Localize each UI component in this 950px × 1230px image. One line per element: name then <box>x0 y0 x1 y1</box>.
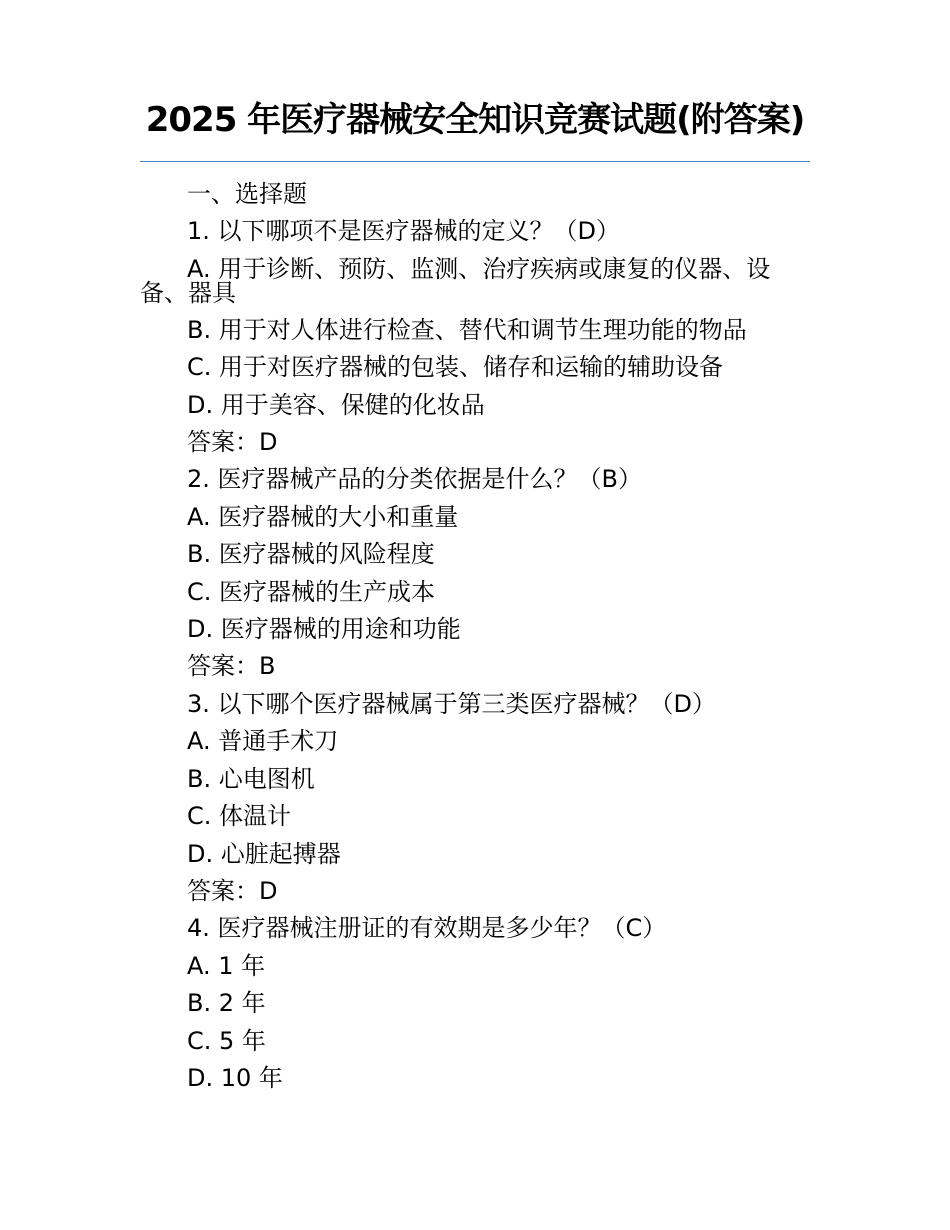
question-2-option-c: C. 医疗器械的生产成本 <box>187 577 436 606</box>
question-4-option-c: C. 5 年 <box>187 1026 266 1055</box>
title-divider <box>140 161 810 162</box>
question-1-option-a: A. 用于诊断、预防、监测、治疗疾病或康复的仪器、设备、器具 <box>140 254 771 307</box>
question-4-text: 4. 医疗器械注册证的有效期是多少年？（C） <box>187 914 667 943</box>
document-body <box>140 176 810 1097</box>
question-1-answer: 答案：D <box>187 428 278 457</box>
question-1-option-c: C. 用于对医疗器械的包装、储存和运输的辅助设备 <box>187 353 724 382</box>
section-heading: 一、选择题 <box>187 180 307 208</box>
question-3-option-a: A. 普通手术刀 <box>187 727 339 756</box>
question-3-option-c: C. 体温计 <box>187 802 292 831</box>
question-3-option-b: B. 心电图机 <box>187 764 315 793</box>
question-4-option-a: A. 1 年 <box>187 951 266 980</box>
page-title: 2025 年医疗器械安全知识竞赛试题(附答案) <box>145 100 805 140</box>
question-2-option-d: D. 医疗器械的用途和功能 <box>187 615 461 644</box>
question-2-option-b: B. 医疗器械的风险程度 <box>187 540 435 569</box>
question-1-text: 1. 以下哪项不是医疗器械的定义？（D） <box>187 217 621 246</box>
question-3-answer: 答案：D <box>187 876 278 905</box>
question-2-answer: 答案：B <box>187 652 276 681</box>
question-4-option-b: B. 2 年 <box>187 989 266 1018</box>
question-4-option-d: D. 10 年 <box>187 1063 283 1092</box>
question-1-option-d: D. 用于美容、保健的化妆品 <box>187 390 485 419</box>
question-2-text: 2. 医疗器械产品的分类依据是什么？（B） <box>187 465 642 494</box>
question-3-option-d: D. 心脏起搏器 <box>187 839 341 868</box>
question-2-option-a: A. 医疗器械的大小和重量 <box>187 502 459 531</box>
question-1-option-b: B. 用于对人体进行检查、替代和调节生理功能的物品 <box>187 315 747 344</box>
question-3-text: 3. 以下哪个医疗器械属于第三类医疗器械？（D） <box>187 689 717 718</box>
